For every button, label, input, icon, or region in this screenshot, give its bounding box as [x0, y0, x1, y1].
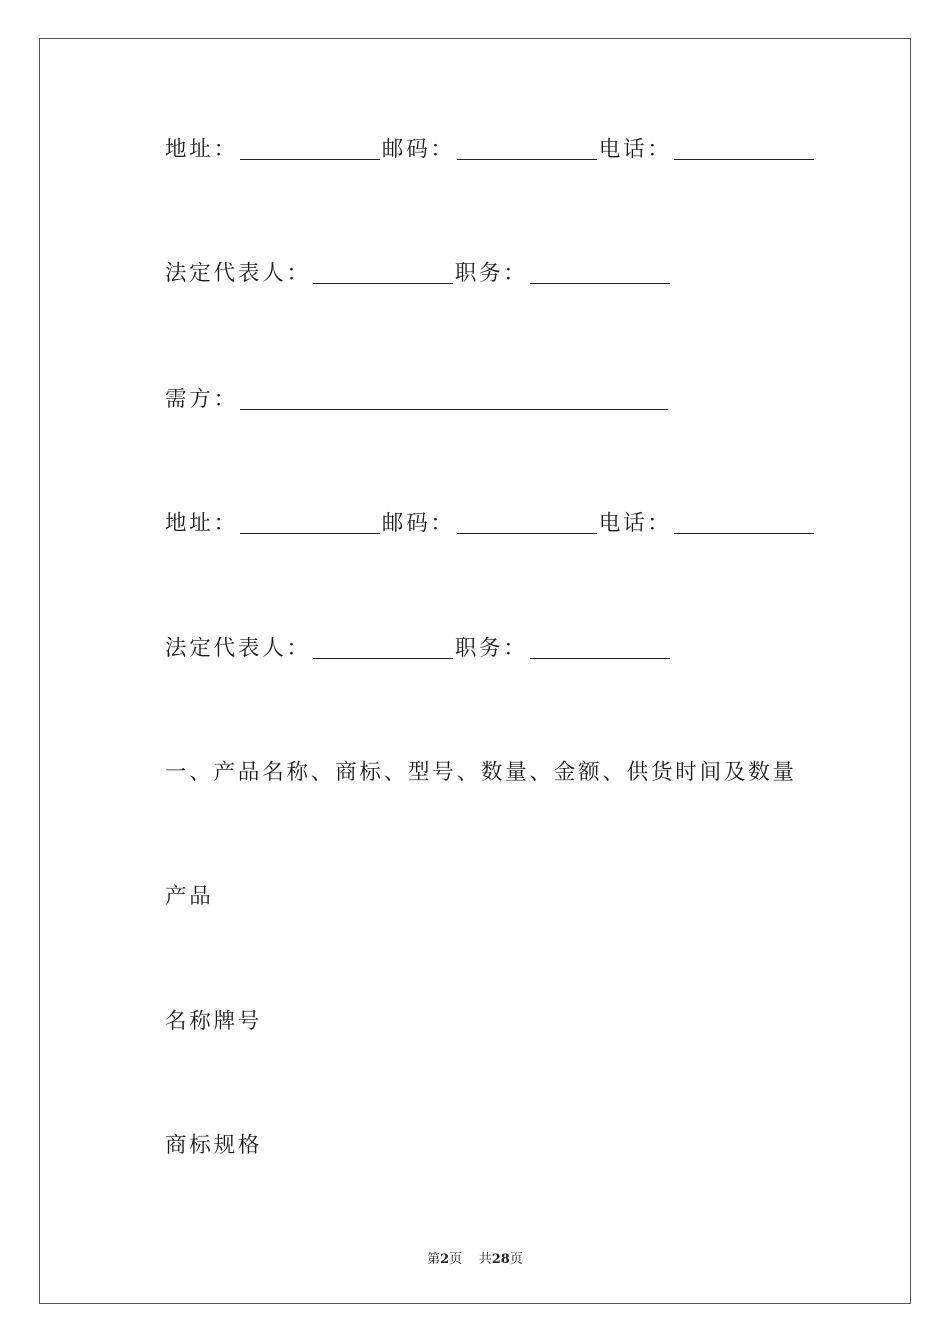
page-suffix: 页	[449, 1252, 463, 1267]
buyer-position-blank[interactable]	[530, 636, 670, 659]
page-prefix: 第	[427, 1252, 441, 1267]
buyer-row	[165, 383, 670, 413]
address-label: 地址：	[165, 511, 238, 536]
total-prefix: 共	[478, 1252, 492, 1267]
page-footer	[0, 1248, 950, 1267]
total-suffix: 页	[509, 1252, 523, 1267]
buyer-label: 需方：	[165, 387, 238, 412]
seller-rep-row	[165, 257, 672, 287]
buyer-legal-rep-blank[interactable]	[313, 636, 453, 659]
seller-phone-blank[interactable]	[674, 137, 814, 160]
buyer-rep-row	[165, 632, 672, 662]
legal-rep-label: 法定代表人：	[165, 261, 311, 286]
seller-legal-rep-blank[interactable]	[313, 261, 453, 284]
item-product: 产品	[165, 884, 214, 909]
phone-label: 电话：	[598, 511, 672, 536]
buyer-address-blank[interactable]	[240, 511, 380, 534]
item-trademark-spec: 商标规格	[165, 1133, 263, 1158]
buyer-phone-blank[interactable]	[674, 511, 814, 534]
total-pages: 28	[491, 1252, 510, 1267]
page-number: 2	[440, 1252, 450, 1267]
legal-rep-label: 法定代表人：	[165, 636, 311, 661]
position-label: 职务：	[454, 261, 528, 286]
seller-postcode-blank[interactable]	[457, 137, 597, 160]
buyer-postcode-blank[interactable]	[457, 511, 597, 534]
item-name-brand: 名称牌号	[165, 1009, 263, 1034]
postcode-label: 邮码：	[381, 137, 455, 162]
page-frame	[39, 38, 911, 1304]
seller-position-blank[interactable]	[530, 261, 670, 284]
address-label: 地址：	[165, 137, 238, 162]
seller-address-blank[interactable]	[240, 137, 380, 160]
postcode-label: 邮码：	[381, 511, 455, 536]
section-heading: 一、产品名称、商标、型号、数量、金额、供货时间及数量	[165, 760, 797, 785]
phone-label: 电话：	[598, 137, 672, 162]
position-label: 职务：	[454, 636, 528, 661]
buyer-name-blank[interactable]	[240, 387, 668, 410]
buyer-contact-row	[165, 507, 816, 537]
seller-contact-row	[165, 133, 816, 163]
